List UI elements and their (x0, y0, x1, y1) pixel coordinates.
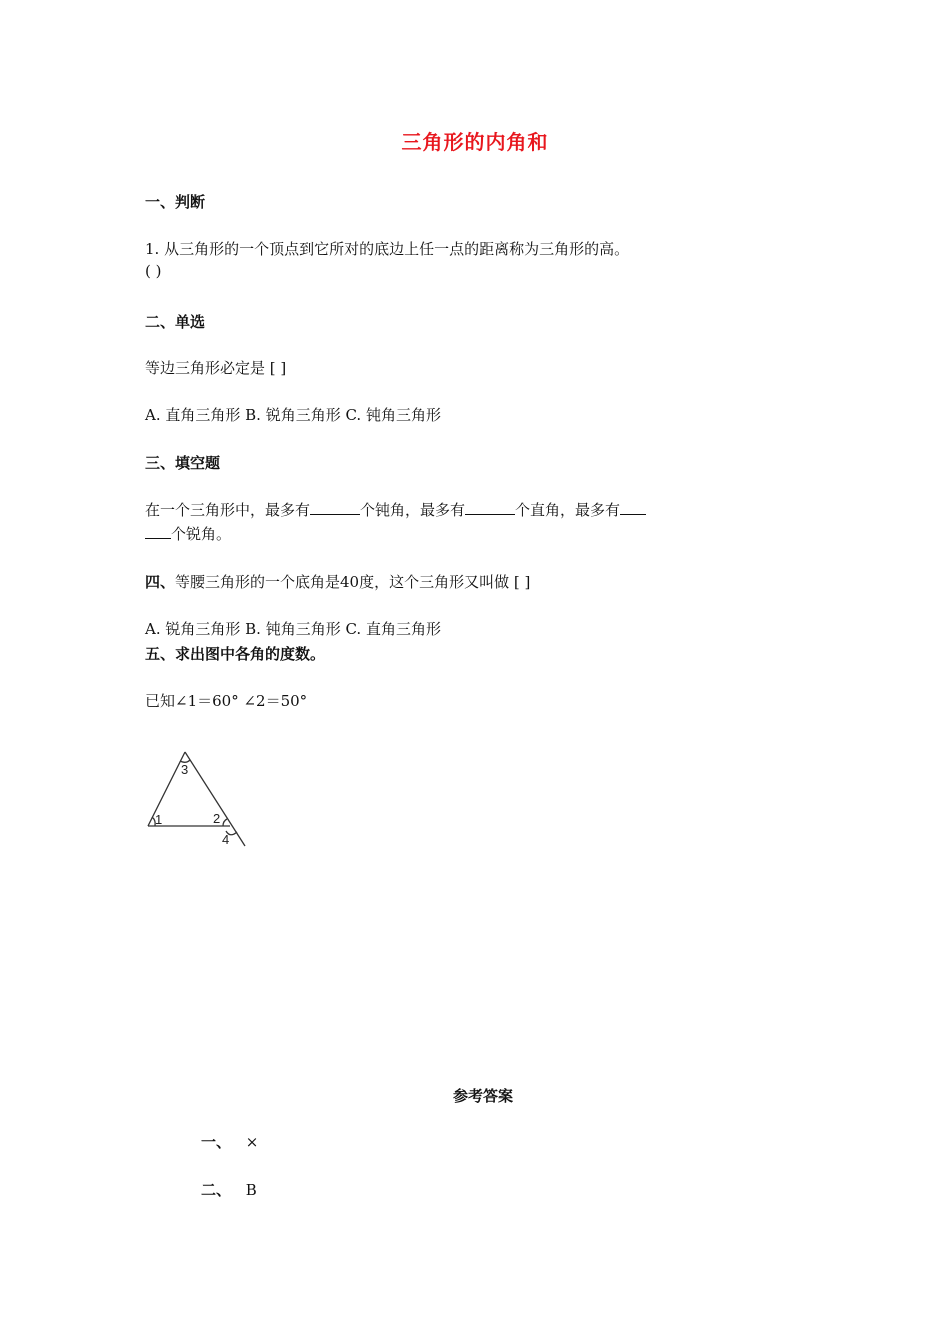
angle2-arc (223, 819, 227, 826)
isosceles-options: A. 锐角三角形 B. 钝角三角形 C. 直角三角形 (145, 620, 441, 638)
answer-number-2: 二、 (201, 1181, 232, 1199)
answer-row-1 (201, 1131, 258, 1152)
angle4-label: 4 (222, 832, 230, 847)
judge-answer-paren: ( ) (145, 262, 162, 280)
section-heading-four: 四、 (145, 573, 176, 591)
fill-blank-text-3: 个直角，最多有 (515, 501, 621, 519)
answers-heading: 参考答案 (452, 1087, 513, 1105)
answer-value-1: × (245, 1133, 259, 1151)
blank-obtuse[interactable] (310, 500, 360, 515)
answer-row-2 (201, 1179, 257, 1200)
section-heading-angles: 五、求出图中各角的度数。 (145, 645, 326, 663)
angle3-label: 3 (181, 762, 189, 777)
single-choice-question: 等边三角形必定是 [ ] (145, 359, 287, 377)
answer-number-1: 一、 (201, 1133, 232, 1151)
section4-question-line (145, 571, 530, 592)
page-title: 三角形的内角和 (401, 130, 549, 154)
section-heading-fill-blank: 三、填空题 (145, 454, 221, 472)
blank-acute-part1[interactable] (620, 500, 646, 515)
angle1-label: 1 (155, 812, 163, 827)
fill-blank-text-4: 个锐角。 (171, 525, 232, 543)
given-angles: 已知∠1＝60° ∠2＝50° (145, 692, 308, 710)
fill-blank-line1 (145, 499, 646, 520)
answer-value-2: B (245, 1181, 257, 1199)
triangle-figure (140, 745, 255, 855)
angle2-label: 2 (213, 811, 221, 826)
blank-right[interactable] (465, 500, 515, 515)
fill-blank-line2 (145, 523, 231, 544)
blank-acute-part2[interactable] (145, 524, 171, 539)
isosceles-question: 等腰三角形的一个底角是40度，这个三角形又叫做 [ ] (175, 573, 531, 591)
judge-question: 1. 从三角形的一个顶点到它所对的底边上任一点的距离称为三角形的高。 (145, 240, 630, 258)
triangle-left-side (148, 752, 185, 826)
section-heading-judge: 一、判断 (145, 193, 206, 211)
fill-blank-text-2: 个钝角，最多有 (360, 501, 466, 519)
triangle-right-side-extended (185, 752, 245, 846)
single-choice-options: A. 直角三角形 B. 锐角三角形 C. 钝角三角形 (145, 406, 441, 424)
section-heading-single-choice: 二、单选 (145, 313, 206, 331)
fill-blank-text-1: 在一个三角形中，最多有 (145, 501, 311, 519)
